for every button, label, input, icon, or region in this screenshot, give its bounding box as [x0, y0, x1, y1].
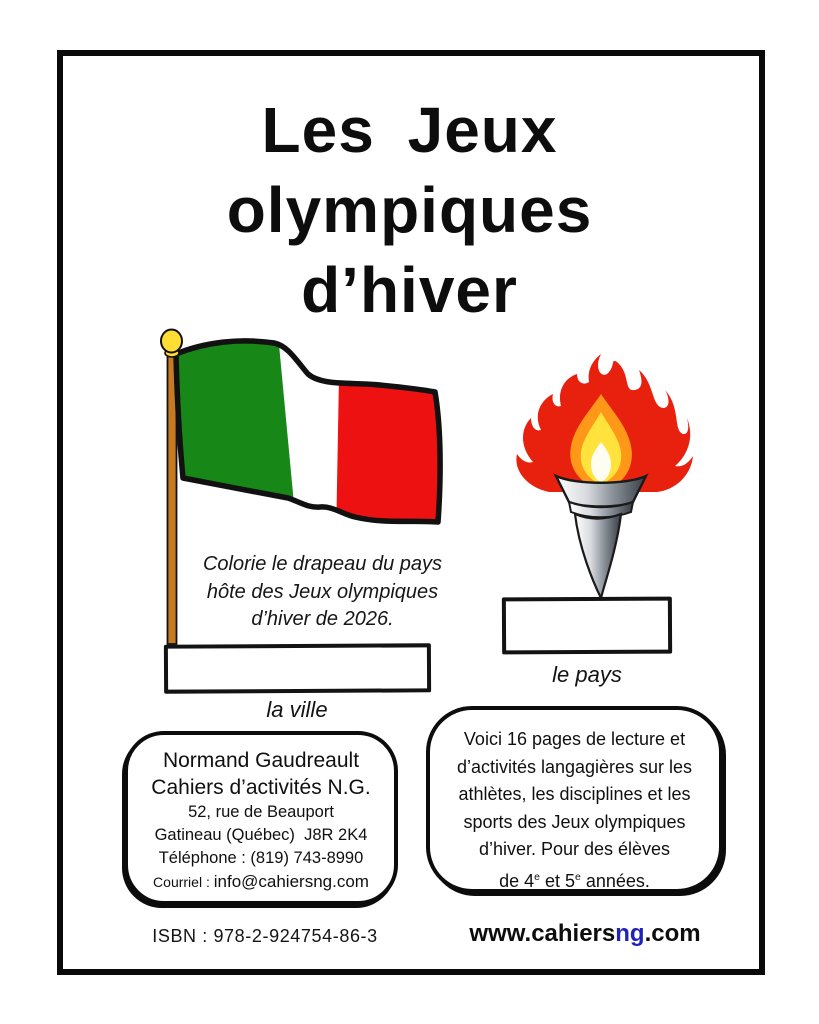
country-label: le pays [552, 662, 622, 687]
description-line-4: sports des Jeux olympiques [463, 811, 686, 832]
flag-red-stripe [336, 326, 450, 541]
email-label: Courriel : [153, 874, 214, 890]
flag-caption-line-1: Colorie le drapeau du pays [202, 553, 443, 575]
country-answer-box [502, 597, 672, 655]
description-box [426, 706, 723, 893]
city-label: la ville [266, 697, 328, 722]
email-address: info@cahiersng.com [213, 872, 369, 891]
publisher-name: Normand Gaudreault [162, 749, 360, 772]
grade-text: de 4 [499, 870, 535, 891]
publisher-phone: Téléphone : (819) 743-8990 [158, 849, 364, 867]
publisher-street: 52, rue de Beauport [188, 803, 334, 821]
torch-stem [575, 514, 621, 598]
ordinal-sup: e [575, 871, 581, 883]
website-prefix: www.cahiers [469, 920, 616, 947]
title-line-2: olympiques [226, 174, 593, 246]
city-answer-box [164, 643, 431, 693]
title-line-3: d’hiver [301, 254, 518, 326]
grade-text: et 5 [539, 870, 575, 891]
publisher-city: Gatineau (Québec) J8R 2K4 [154, 826, 368, 844]
flag-caption-line-2: hôte des Jeux olympiques [206, 580, 439, 603]
olympic-torch-illustration [505, 350, 695, 600]
website-highlight: ng [615, 920, 645, 947]
grade-text: années. [580, 870, 650, 891]
description-line-3: athlètes, les disciplines et les [458, 784, 691, 804]
description-line-5: d’hiver. Pour des élèves [478, 839, 671, 859]
publisher-info-box [124, 731, 398, 905]
title-line-1: Les Jeux [261, 94, 558, 166]
ordinal-sup: e [534, 871, 540, 883]
flag-caption [165, 551, 480, 634]
publisher-company: Cahiers d’activités N.G. [151, 776, 371, 799]
website-text [440, 920, 730, 948]
publisher-email-line [128, 870, 394, 894]
flag-caption-line-3: d’hiver de 2026. [251, 608, 394, 630]
flag-finial-ball [161, 330, 182, 353]
description-line-2: d’activités langagières sur les [456, 756, 693, 777]
page-title [0, 90, 819, 330]
isbn-text: ISBN : 978-2-924754-86-3 [152, 926, 378, 946]
description-line-1: Voici 16 pages de lecture et [463, 729, 686, 749]
website-suffix: .com [644, 920, 701, 947]
description-line-6 [430, 864, 719, 896]
